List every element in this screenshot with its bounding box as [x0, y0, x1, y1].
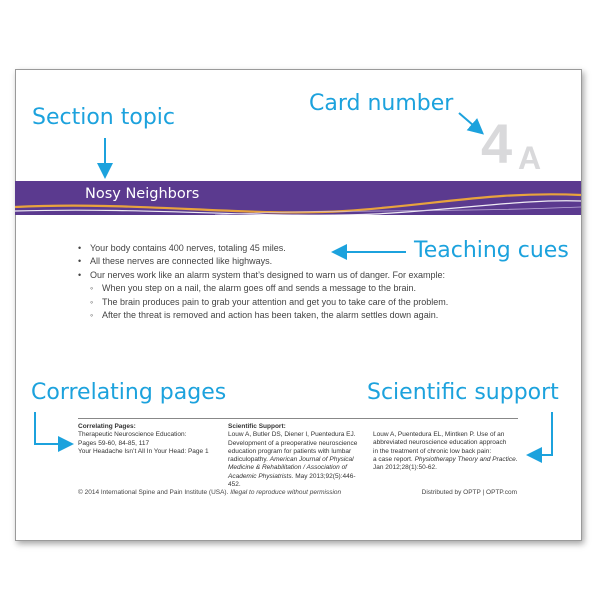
- cue-item: • Your body contains 400 nerves, totaling 45 miles.: [78, 242, 518, 255]
- teaching-cues-list: [78, 242, 518, 322]
- scientific-support-block-2: [373, 431, 523, 472]
- support-line: [228, 464, 368, 472]
- arrow-scientific-support: [530, 412, 552, 455]
- support-line: Development of a preoperative neuroscience: [228, 439, 358, 447]
- support-text: radiculopathy.: [228, 456, 270, 464]
- support-line: [228, 456, 368, 464]
- copyright-notice: [78, 489, 341, 496]
- arrow-correlating-pages: [35, 412, 70, 444]
- support-journal: Physiotherapy Theory and Practice.: [414, 455, 518, 463]
- callout-card-number: Card number: [309, 91, 454, 116]
- cue-subitem: ◦ After the threat is removed and action has been taken, the alarm settles down again.: [78, 309, 518, 322]
- scientific-support-block-1: [228, 423, 368, 489]
- support-line: abbreviated neuroscience education approach: [373, 439, 507, 447]
- cue-subitem: ◦ The brain produces pain to grab your attention and get you to take care of the problem.: [78, 296, 518, 309]
- callout-scientific-support: Scientific support: [367, 380, 559, 405]
- cue-item: • Our nerves work like an alarm system that’s designed to warn us of danger. For example:: [78, 269, 518, 282]
- card-number-digit: 4: [481, 112, 513, 175]
- callout-section-topic: Section topic: [32, 105, 175, 130]
- copyright-text: © 2014 International Spine and Pain Institute (USA).: [78, 489, 231, 496]
- cue-item: • All these nerves are connected like highways.: [78, 255, 518, 268]
- support-text: a case report.: [373, 455, 415, 463]
- support-line: Louw A, Puentedura EL, Mintken P. Use of an: [373, 431, 505, 438]
- cue-subitem: ◦ When you step on a nail, the alarm goes off and sends a message to the brain.: [78, 282, 518, 295]
- support-line: in the treatment of chronic low back pain:: [373, 447, 492, 455]
- support-journal: Medicine & Rehabilitation / Association of: [228, 464, 347, 472]
- correlating-line: Pages 59-60, 84-85, 117: [78, 439, 150, 447]
- callout-correlating-pages: Correlating pages: [31, 380, 227, 405]
- support-line: Louw A, Butler DS, Diener I, Puentedura EJ.: [228, 431, 356, 439]
- support-heading: Scientific Support:: [228, 423, 286, 430]
- support-text: May 2013;92(5):446-452.: [228, 472, 356, 489]
- support-line: [228, 473, 368, 490]
- support-journal: American Journal of Physical: [269, 456, 354, 464]
- card-section-title: Nosy Neighbors: [85, 186, 200, 202]
- support-line: education program for patients with lumbar: [228, 447, 352, 455]
- correlating-line: Your Headache Isn’t All In Your Head: Page 1: [78, 447, 209, 455]
- callout-teaching-cues: Teaching cues: [414, 238, 569, 263]
- correlating-line: Therapeutic Neuroscience Education:: [78, 431, 187, 439]
- footer-divider: [78, 418, 518, 419]
- correlating-heading: Correlating Pages:: [78, 423, 136, 430]
- copyright-warning: Illegal to reproduce without permission: [230, 489, 342, 496]
- correlating-pages-block: [78, 423, 218, 456]
- card-number-suffix: A: [518, 140, 542, 176]
- arrow-card-number: [459, 113, 481, 132]
- support-line: Jan 2012;28(1):50-62.: [373, 464, 437, 472]
- support-journal: Academic Physiatrists.: [228, 472, 294, 480]
- support-line: [373, 456, 523, 464]
- distributor-credit: Distributed by OPTP | OPTP.com: [421, 489, 517, 496]
